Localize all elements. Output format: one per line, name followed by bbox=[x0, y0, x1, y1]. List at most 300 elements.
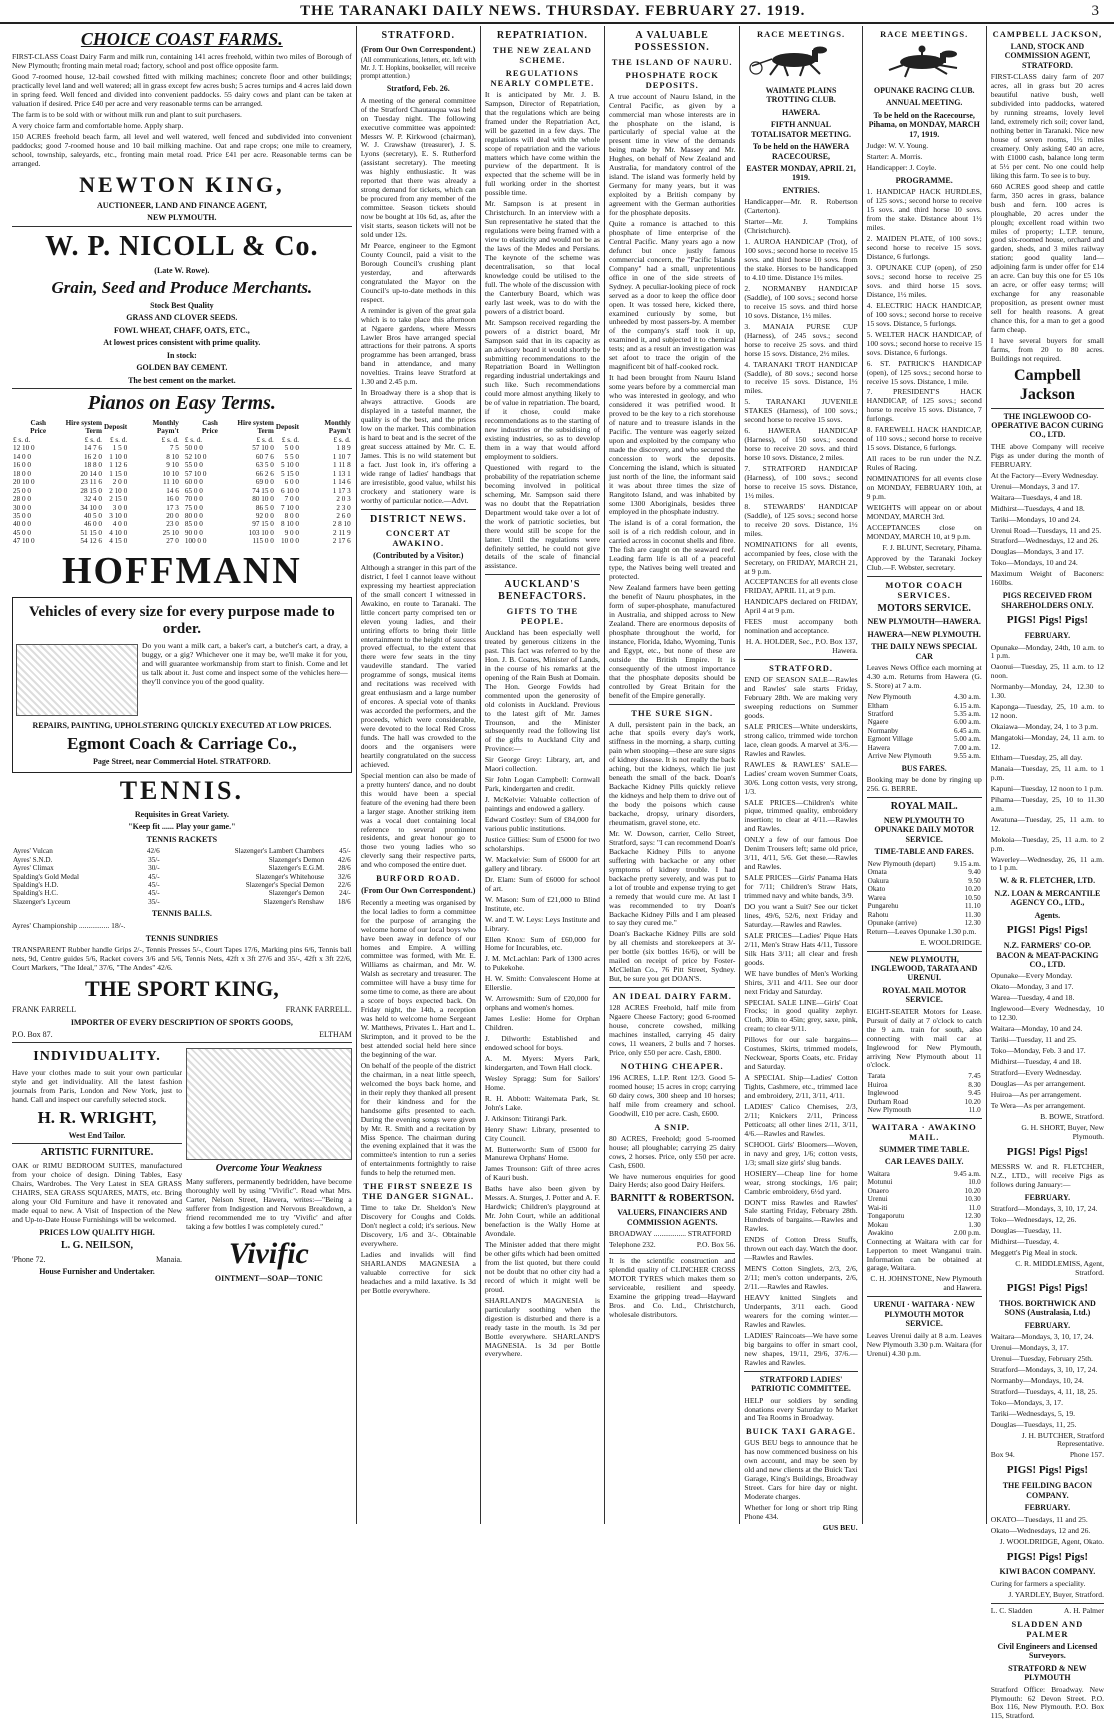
news-paragraph: It had been brought from Nauru Island some years before by a commercial man who was interested in geology, and who considered it was petrified wood. It proved to be the key to a rich storehouse of nature and to treasure islands in the Pacific. The venture was eagerly seized upon and exploited by the company who made the discovery, and who secured the concession to work the deposits. Concerning the island, which is situated just north of the line, the informant said it was about three times the size of Rangitoto Island, and was inhabited by some 1300 Aboriginals, besides three employed in the phosphate industry. bbox=[608, 373, 736, 517]
table-cell: 10.20 bbox=[964, 1097, 981, 1106]
classified-ad: Pillows for our sale bargains—Costumes, Skirts, trimmed models, Neckwear, Sports Coats, etc. Friday and Saturday. bbox=[744, 1035, 858, 1072]
table-cell: 20 10 0 bbox=[13, 478, 35, 487]
table-row bbox=[867, 710, 982, 718]
table-cell: 9.50 bbox=[968, 876, 981, 885]
connecting: Connecting at Waitara with car for Lepperton to meet Wanganui train. Information can be obtained at garage, Waitara. bbox=[866, 1236, 982, 1273]
middlemiss: C. R. MIDDLEMISS, Agent, Stratford. bbox=[1015, 1258, 1104, 1277]
sub-heading: NOTHING CHEAPER. bbox=[620, 1060, 724, 1071]
schedule-item: Huiroa—As per arrangement. bbox=[990, 1089, 1082, 1099]
table-cell: Arrive New Plymouth bbox=[867, 752, 932, 761]
table-cell: 7.00 a.m. bbox=[954, 743, 981, 752]
column-repatriation bbox=[481, 26, 605, 1524]
column-motor-services bbox=[863, 26, 987, 1524]
table-cell: 35/- bbox=[148, 855, 160, 864]
timetable bbox=[867, 860, 982, 928]
buick-signature: GUS BEU. bbox=[822, 1523, 858, 1533]
table-row bbox=[867, 1098, 982, 1106]
table-cell: 28/6 bbox=[337, 864, 351, 873]
table-cell: 10 0 0 bbox=[281, 537, 299, 546]
schedule-item: Opunake—Every Monday. bbox=[990, 971, 1073, 981]
news-paragraph: Ladies and invalids will find SHARLANDS MAGNESIA a valuable corrective for sick headaches and a mild laxative. Is 3d per Bottle everywhere. bbox=[360, 1250, 476, 1295]
race-item: 5. WELTER HACK HANDICAP, of 100 sovs.; second horse to receive 15 sovs. Distance, 6 furlongs. bbox=[866, 329, 982, 357]
royal-mail-heading: ROYAL MAIL. bbox=[890, 801, 958, 813]
hoffmann-heading: HOFFMANN bbox=[61, 549, 302, 592]
piano-col-header: Deposit bbox=[103, 422, 128, 431]
schedule-item: Toko—Wednesdays, 12, 26. bbox=[990, 1214, 1077, 1224]
route: HAWERA—NEW PLYMOUTH. bbox=[867, 629, 981, 639]
mail-heading: ROYAL MAIL MOTOR SERVICE. bbox=[882, 985, 967, 1005]
table-cell: 50 0 0 bbox=[184, 444, 203, 453]
race-item: 1. AUROA HANDICAP (Trot), of 100 sovs.; second horse to receive 15 sovs. and third horse 10 sovs. from the stake. Horses to be handicapped to 4.10 time. Distance 1½ miles. bbox=[744, 237, 858, 282]
table-cell: 24/- bbox=[339, 889, 351, 898]
club-name: OPUNAKE RACING CLUB. bbox=[873, 85, 975, 95]
dateline: Stratford, Feb. 26. bbox=[386, 84, 450, 94]
booking: Booking may be done by ringing up 256. G. BERRE. bbox=[866, 775, 982, 794]
table-cell: 2 0 0 bbox=[112, 478, 128, 487]
news-paragraph: Mr Pearce, engineer to the Egmont County Council, paid a visit to the Borough Council's crushing plant yesterday, and afterwards congratulated the Mayor on the Council's up-to-date methods in this respect. bbox=[360, 240, 476, 304]
table-cell: 1 8 9 bbox=[336, 444, 351, 453]
table-cell: Slazenger's Whitehouse bbox=[255, 872, 325, 881]
coop-heading: THE INGLEWOOD CO-OPERATIVE BACON CURING CO., LTD. bbox=[991, 411, 1104, 440]
neilson-heading: L. G. NEILSON, bbox=[61, 1240, 133, 1252]
table-cell: 85 0 0 bbox=[184, 520, 203, 529]
section-heading: A VALUABLE POSSESSION. bbox=[634, 30, 710, 53]
table-cell: 6.15 a.m. bbox=[954, 701, 981, 710]
schedule-item: Kapuni—Tuesday, 12 noon to 1 p.m. bbox=[990, 783, 1104, 793]
nicoll-late: (Late W. Rowe). bbox=[154, 265, 210, 275]
table-cell: 65 0 0 bbox=[184, 486, 203, 495]
cement-note: The best cement on the market. bbox=[128, 375, 236, 385]
table-cell: Motunui bbox=[867, 1178, 893, 1187]
table-cell: 57 10 0 bbox=[184, 469, 207, 478]
table-row bbox=[184, 512, 352, 520]
table-cell: £ s. d. bbox=[281, 435, 299, 444]
farm-listing: 196 ACRES, L.I.P. Rent 12/3. Good 5-roomed house; 15 acres in crop; carrying 60 dairy cows, 300 sheep and 10 horses; half mile from creamery and school. Goodwill, £10 per acre. Cash, £600. bbox=[608, 1072, 736, 1118]
table-row bbox=[184, 495, 352, 503]
schedule-item: Normanby—Monday, 24, 12.30 to 1.30. bbox=[990, 682, 1104, 701]
table-cell: 25 0 0 bbox=[13, 486, 31, 495]
table-row bbox=[184, 444, 352, 452]
barnitt-address: BROADWAY ................. STRATFORD bbox=[608, 1229, 732, 1239]
race-item: 2. NORMANBY HANDICAP (Saddle), of 100 sovs.; second horse to receive 15 sovs. and third horse 10 sovs. Distance, 1½ miles. bbox=[744, 283, 858, 320]
schedule-item: Opunake—Monday, 24th, 10 a.m. to 1 p.m. bbox=[990, 642, 1104, 661]
table-row bbox=[867, 1081, 982, 1089]
urenui-heading: URENUI · WAITARA · NEW PLYMOUTH MOTOR SERVICE. bbox=[873, 1300, 975, 1329]
table-row bbox=[184, 504, 352, 512]
meeting-date: EASTER MONDAY, APRIL 21, 1919. bbox=[746, 164, 856, 183]
woolridge: J. WOOLDRIDGE, Agent, Okato. bbox=[999, 1536, 1104, 1546]
news-paragraph: It is anticipated by Mr. J. B. Sampson, Director of Repatriation, that the regulations which are being framed under the Repatriation Act, will be gazetted in a few days. The regulations will deal with the whole scope of repatriation and the various matters which have come within the purview of the department. It is expected that the scheme will be in full working order in the shortest possible time. bbox=[484, 89, 600, 198]
piano-col-header: Monthly Paym't bbox=[152, 418, 179, 436]
farm-listing: FIRST-CLASS dairy farm of 207 acres, all in grass but 20 acres beautiful native bush, well subdivided into paddocks, watered by running streams, lovely level land, extremely rich soil; cover land, nothing better in Taranaki. Nice new house of seven rooms, 1½ miles creamery. Only asking £40 an acre, with £1000 cash, balance long term at 5½ per cent. No one could help liking this farm. To see is to buy. bbox=[990, 72, 1104, 180]
table-cell: 5 10 0 bbox=[281, 461, 299, 470]
classified-ad: SCHOOL Girls' Bloomers—Woven, in navy and grey, 1/6; cotton vests, 1/3; small size girls' slug bands. bbox=[744, 1139, 858, 1167]
in-stock: In stock: bbox=[166, 350, 197, 360]
month-heading: FEBRUARY. bbox=[1024, 631, 1071, 641]
classified-ad: A SPECIAL Ship—Ladies' Cotton Tights, Cashmere, etc., trimmed lace and embroidery, 2/11, 3/11, 4/11. bbox=[744, 1073, 858, 1101]
table-row bbox=[12, 889, 352, 897]
pigs-heading: PIGS! Pigs! Pigs! bbox=[1006, 1281, 1089, 1294]
sub-heading: THE NEW ZEALAND SCHEME. bbox=[492, 44, 592, 65]
sport-importer: IMPORTER OF EVERY DESCRIPTION OF SPORTS GOODS, bbox=[70, 1017, 293, 1027]
classified-ad: SALE PRICES—White underskirts, strong calico, trimmed wide torchon lace, clean goods. A marvel at 3/6.—Rawles and Rawles. bbox=[744, 721, 858, 758]
table-cell: New Plymouth bbox=[867, 693, 911, 702]
section-heading: RACE MEETINGS. bbox=[756, 29, 846, 39]
table-cell: 16 0 bbox=[166, 495, 179, 504]
table-cell: 5 5 0 bbox=[284, 452, 299, 461]
coop-paragraph: THE above Company will receive Pigs as under during the month of FEBRUARY. bbox=[990, 441, 1104, 469]
race-list bbox=[867, 188, 982, 453]
schedule-item: Toko—Mondays, 10 and 24. bbox=[990, 558, 1078, 568]
artistic-paragraph: OAK or RIMU BEDROOM SUITES, manufactured from your choice of design. Dining Tables, Easy Chairs, Wardrobes. The Very Latest in SEA GRASS CHAIRS, SEA GRASS SQUARES, MATS, etc. Bring along your Old Furniture and have it renovated and made equal to new. A Visit of Inspection of the New and Up-to-Date House Furnishings will be welcomed. bbox=[12, 1161, 182, 1224]
table-cell: 1 17 3 bbox=[332, 486, 351, 495]
rawles-ads bbox=[744, 676, 857, 1368]
table-cell: 11 10 bbox=[162, 478, 179, 487]
race-item: 4. ELECTRIC HACK HANDICAP, of 100 sovs.; second horse to receive 15 sovs. Distance, 5 furlongs. bbox=[866, 300, 982, 328]
column-nauru bbox=[605, 26, 740, 1524]
table-row bbox=[867, 727, 982, 735]
table-cell: 8 10 bbox=[166, 452, 179, 461]
schedule-item: Stratford—Tuesdays, 4, 11, 18, 25. bbox=[990, 1386, 1098, 1396]
benefactor-item: Wesley Spragg: Sum for Sailors' Home. bbox=[484, 1073, 600, 1092]
table-cell: 17 3 bbox=[166, 503, 179, 512]
piano-col-header: Hire system Term bbox=[65, 418, 102, 436]
neilson-sub: House Furnisher and Undertaker. bbox=[39, 1267, 155, 1277]
schedule-item: Toko—Mondays, 3, 17. bbox=[990, 1397, 1064, 1407]
pianos-heading: Pianos on Easy Terms. bbox=[87, 392, 276, 415]
table-cell: 7 0 0 bbox=[284, 495, 299, 504]
piano-col-header: Hire system Term bbox=[237, 418, 274, 436]
table-cell: 11.0 bbox=[968, 1106, 981, 1115]
table-cell: Urenui bbox=[867, 1195, 888, 1204]
table-row bbox=[867, 877, 982, 885]
table-row bbox=[867, 1204, 982, 1212]
egmont-coach-heading: Egmont Coach & Carriage Co., bbox=[67, 733, 297, 753]
return-note: Return—Leaves Opunake 1.30 p.m. bbox=[866, 926, 977, 936]
table-cell: 25 10 bbox=[162, 528, 179, 537]
schedule-item: Midhirst—Tuesday, 4. bbox=[990, 1236, 1059, 1246]
piano-col-header: Cash Price bbox=[30, 418, 47, 436]
choice-paragraph: The farm is to be sold with or without milk run and plant to suit purchasers. bbox=[12, 109, 242, 119]
table-row bbox=[12, 881, 352, 889]
table-cell: 9.45 bbox=[968, 1089, 981, 1098]
newton-king-sub: AUCTIONEER, LAND AND FINANCE AGENT, bbox=[97, 200, 267, 210]
schedule-item: Douglas—Tuesdays, 11, 25. bbox=[990, 1419, 1077, 1429]
table-row bbox=[184, 453, 352, 461]
benefactor-item: Dr. Elam: Sum of £6000 for school of art. bbox=[484, 874, 600, 893]
table-cell: 35/- bbox=[148, 897, 160, 906]
fowl-wheat: FOWL WHEAT, CHAFF, OATS, ETC., bbox=[113, 325, 250, 335]
waitara-heading: WAITARA · AWAKINO MAIL. bbox=[871, 1121, 977, 1142]
news-paragraph: In Broadway there is a shop that is always attractive. Goods are displayed in a tasteful manner, the quality is of the best, and the prices low on the market. This combination is hard to beat and is the secret of the great success attained by Mr. C. E. James. This is no wild statement but a fact. Just look in, it's offering a wide range of ladies' handbags that are irresistible, good value, whilst his crockery and stationery ware is worthy of particular notice.—Advt. bbox=[360, 388, 476, 505]
table-cell: 69 0 0 bbox=[255, 478, 274, 487]
table-cell: 3 0 0 bbox=[112, 503, 128, 512]
benefactor-item: Sir George Grey: Library, art, and Maori collection. bbox=[484, 755, 600, 774]
piano-col-header: Cash Price bbox=[201, 418, 218, 436]
acceptances: ACCEPTANCES for all events close FRIDAY, APRIL 11, at 9 p.m. bbox=[744, 577, 858, 596]
tennis-slogan: "Keep fit ...... Play your game." bbox=[128, 822, 236, 832]
table-cell: 6 0 0 bbox=[284, 478, 299, 487]
pigs-heading: PIGS! Pigs! Pigs! bbox=[1006, 1145, 1089, 1158]
masthead bbox=[0, 0, 1114, 24]
section-heading: DISTRICT NEWS. bbox=[369, 513, 467, 525]
table-cell: 12 10 0 bbox=[13, 444, 35, 453]
entries-heading: ENTRIES. bbox=[782, 185, 820, 195]
farm-listing: 660 ACRES good sheep and cattle farm, 350 acres in grass, balance bush and fern. 100 acres is ploughable, 20 acres under the plough; excellent road within two miles of property; L.T.P. tenure, good six-roomed house, orchard and garden, sheds, and 3 miles railway station; good quality land—adjoining farm is under offer for £14 an acre. Can buy this one for £5 10s an acre, or offer easy terms; will exchange for any reasonable proposition, as present owner must sell for health reasons. A great chance this, for a man to get a good farm cheap. bbox=[990, 181, 1104, 335]
neilson-phone: 'Phone 72. bbox=[12, 1254, 46, 1264]
table-cell: Huiroa bbox=[867, 1080, 888, 1089]
tennis-heading: TENNIS. bbox=[119, 776, 245, 806]
classified-ad: RAWLES & RAWLES' SALE—Ladies' cream woven Summer Coats, 30/6. Long cotton vests, very strong, 1/3. bbox=[744, 759, 858, 796]
lowest-prices: At lowest prices consistent with prime quality. bbox=[103, 338, 261, 348]
benefactor-item: J. McKelvie: Valuable collection of paintings and endowed a gallery. bbox=[484, 795, 600, 814]
schedule-item: Oaonui—Tuesday, 25, 11 a.m. to 12 noon. bbox=[990, 662, 1104, 681]
table-cell: 2 10 0 bbox=[109, 486, 128, 495]
table-cell: 45/- bbox=[339, 847, 351, 856]
section-heading: AUCKLAND'S BENEFACTORS. bbox=[498, 579, 587, 603]
table-cell: 1 15 0 bbox=[109, 469, 128, 478]
table-cell: 86 5 0 bbox=[255, 503, 274, 512]
table-cell: 16 0 0 bbox=[13, 461, 31, 470]
patriotic-heading: STRATFORD LADIES' PATRIOTIC COMMITTEE. bbox=[751, 1374, 851, 1394]
race-list bbox=[744, 238, 857, 539]
farm-listing: 80 ACRES, Freehold; good 5-roomed house; all ploughable; carrying 25 dairy cows, 2 horses. Price, only £50 per acre. Cash, £600. bbox=[608, 1133, 736, 1170]
schedule-item: Awatuna—Tuesday, 25, 11 a.m. to 12. bbox=[990, 814, 1104, 833]
table-cell: 1 10 7 bbox=[332, 452, 351, 461]
schedule-item: OKATO—Tuesdays, 11 and 25. bbox=[990, 1514, 1088, 1524]
table-row bbox=[12, 504, 180, 512]
overcome-heading: Overcome Your Weakness bbox=[215, 1163, 322, 1175]
table-row bbox=[184, 478, 352, 486]
sport-name-right: FRANK FARRELL. bbox=[285, 1005, 352, 1015]
artistic-heading: ARTISTIC FURNITURE. bbox=[40, 1147, 154, 1159]
classified-ad: LADIES' Raincoats—We have some big bargains to offer in smart cool, new shapes, 19/11, 29/6, 37/6.—Rawles and Rawles. bbox=[744, 1330, 858, 1367]
benefactor-item: Sir John Logan Campbell: Cornwall Park, kindergarten and credit. bbox=[484, 775, 600, 794]
sub-heading: THE ISLAND OF NAURU. bbox=[611, 56, 733, 67]
table-row bbox=[867, 1170, 982, 1178]
sub-heading: THE SURE SIGN. bbox=[631, 707, 714, 718]
timetable bbox=[867, 1072, 982, 1114]
table-row bbox=[867, 868, 982, 876]
summer-heading: SUMMER TIME TABLE. bbox=[879, 1144, 970, 1154]
section-heading: RACE MEETINGS. bbox=[880, 29, 969, 39]
table-cell: Ngaere bbox=[867, 718, 889, 727]
benefactor-item: James Trounson: Gift of three acres of Kauri bush. bbox=[484, 1164, 600, 1183]
race-item: 6. HAWERA HANDICAP (Harness), of 150 sovs.; second horse to receive 20 sovs. and third horse 10 sovs. Distance, 2 miles. bbox=[744, 426, 858, 463]
table-cell: Wai-iti bbox=[867, 1203, 888, 1212]
acceptances: ACCEPTANCES close on MONDAY, MARCH 10, at 9 p.m. bbox=[866, 522, 982, 541]
schedule-item: Okaiawa—Monday, 24, 1 to 3 p.m. bbox=[990, 722, 1099, 732]
cement: GOLDEN BAY CEMENT. bbox=[136, 363, 228, 373]
yardley: J. YARDLEY, Buyer, Stratford. bbox=[1008, 1589, 1104, 1599]
table-row bbox=[867, 1089, 982, 1097]
table-cell: 6 10 0 bbox=[281, 486, 299, 495]
schedule-item: Normanby—Mondays, 10, 24. bbox=[990, 1375, 1084, 1385]
wright-heading: H. R. WRIGHT, bbox=[37, 1107, 157, 1127]
month-heading: FEBRUARY. bbox=[1024, 1503, 1071, 1513]
timetable bbox=[867, 693, 982, 761]
borthwick: THOS. BORTHWICK AND SONS (Australasia, Ltd.) bbox=[998, 1298, 1096, 1318]
table-row bbox=[12, 529, 180, 537]
table-cell: 23 0 bbox=[166, 520, 179, 529]
table-cell: 2 6 0 bbox=[336, 512, 351, 520]
classified-ad: ONLY a few of our famous Doe Denim Trousers left; same old price, 3/11, 4/11, 5/6. Get these.—Rawles and Rawles. bbox=[744, 835, 858, 872]
table-cell: 63 5 0 bbox=[255, 461, 274, 470]
benefactor-item: H. W. Smith: Convalescent Home at Ellerslie. bbox=[484, 974, 600, 993]
schedule-item: Tariki—Wednesdays, 5, 19. bbox=[990, 1408, 1076, 1418]
approved: Approved by the Taranaki Jockey Club.—F. Webster, secretary. bbox=[866, 553, 982, 572]
column-advertisements bbox=[8, 26, 357, 1524]
table-row bbox=[867, 1106, 982, 1114]
egmont-address: Page Street, near Commercial Hotel. STRATFORD. bbox=[93, 756, 271, 766]
table-cell: Opunake (arrive) bbox=[867, 919, 917, 928]
johnstone: C. H. JOHNSTONE, New Plymouth and Hawera. bbox=[870, 1274, 982, 1293]
classified-ad: HEAVY knitted Singlets and Underpants, 3/11 each. Good wearers for the coming winter.—Rawles and Rawles. bbox=[744, 1293, 858, 1329]
schedule-list bbox=[991, 1333, 1104, 1430]
table-cell: Ayres' S.N.D. bbox=[13, 855, 53, 864]
judge: Judge: W. V. Young. bbox=[866, 141, 929, 151]
table-cell: 97 15 0 bbox=[252, 520, 274, 529]
sub-heading: AN IDEAL DAIRY FARM. bbox=[612, 991, 732, 1002]
table-row bbox=[184, 436, 352, 444]
news-paragraph: On behalf of the people of the district the chairman, in a neat little speech, welcomed the boys back home, and in their reply they thanked all present for their kindness and for the handsome gifts presented to each. During the evening songs were given by Mr. R. Smith and a recitation by Miss Spence. The chairman during the evening explained that it was the committee's intention to run a series of entertainments fortnightly to raise funds to help the returned men. bbox=[360, 1060, 476, 1178]
benefactor-item: James Leslie: Home for Orphan Children. bbox=[484, 1014, 600, 1033]
benefactor-item: W. Mackelvie: Sum of £6000 for art gallery and library. bbox=[484, 854, 600, 873]
section-heading: MOTOR COACH SERVICES. bbox=[885, 579, 964, 600]
masthead-title: THE TARANAKI DAILY NEWS. THURSDAY. FEBRUARY 27. 1919. bbox=[300, 2, 806, 19]
news-paragraph: New Zealand farmers have been getting the benefit of Nauru phosphates, in the form of super-phosphate, manufactured in Australia, and shipped across to New Zealand. There are enormous deposits of phosphate throughout the world, for instance, Florida, Idaho, Wyoming, Tunis and Egypt, etc., but none of these are outside the British Empire. It is consequently of the utmost importance that the phosphate deposits should be controlled by Great Britain for the benefit of the Empire generally. bbox=[608, 583, 736, 700]
table-cell: 28 15 0 bbox=[80, 486, 102, 495]
individuality-heading: INDIVIDUALITY. bbox=[33, 1049, 161, 1065]
schedule-item: Waitara—Monday, 10 and 24. bbox=[990, 1024, 1083, 1034]
choice-paragraph: A very choice farm and comfortable home. Apply sharp. bbox=[12, 120, 184, 130]
table-row bbox=[12, 537, 180, 545]
table-cell: Ayres' Vulcan bbox=[13, 847, 53, 856]
table-cell: Pungarehu bbox=[867, 902, 899, 911]
benefactor-item: J. Dilworth: Established and endowed school for boys. bbox=[484, 1034, 600, 1052]
table-cell: 9 0 0 bbox=[284, 528, 299, 537]
butcher: J. H. BUTCHER, Stratford Representative. bbox=[1021, 1430, 1104, 1449]
column-stratford bbox=[357, 26, 481, 1524]
table-row bbox=[867, 693, 982, 701]
table-cell: 1 5 0 bbox=[112, 444, 128, 453]
schedule-item: Urenui—Mondays, 3 and 17. bbox=[990, 481, 1080, 491]
table-cell: 10 10 bbox=[162, 469, 179, 478]
table-cell: 1 11 8 bbox=[332, 461, 351, 470]
table-cell: 9.15 a.m. bbox=[954, 859, 981, 868]
table-row bbox=[12, 898, 352, 906]
schedule-item: Okato—Monday, 3 and 17. bbox=[990, 982, 1074, 992]
table-cell: Spalding's H.C. bbox=[13, 889, 59, 898]
feilding: THE FEILDING BACON COMPANY. bbox=[1002, 1481, 1093, 1500]
table-cell: 5 15 0 bbox=[281, 469, 299, 478]
royal-route: NEW PLYMOUTH TO OPUNAKE DAILY MOTOR SERVICE. bbox=[874, 816, 975, 844]
table-cell: 35 0 0 bbox=[13, 512, 31, 520]
table-cell: 18 0 0 bbox=[13, 469, 31, 478]
table-cell: 80 0 0 bbox=[184, 512, 203, 520]
sub-heading: GIFTS TO THE PEOPLE. bbox=[506, 605, 579, 626]
table-row bbox=[184, 520, 352, 528]
table-row bbox=[184, 470, 352, 478]
news-paragraph: Time to take Dr. Sheldon's New Discovery for Coughs and Colds. Don't neglect a cold; it's serious. New Discovery, 1/6 and 3/-. Obtainable everywhere. bbox=[360, 1203, 476, 1249]
sp-offices: Stratford Office: Broadway. New Plymouth: 62 Devon Street. P.O. Box 116, New Plymouth. P.O. Box 115, Stratford. bbox=[990, 1684, 1104, 1721]
table-cell: New Plymouth bbox=[867, 1106, 911, 1115]
table-cell: 75 0 0 bbox=[184, 503, 203, 512]
table-row bbox=[867, 860, 982, 868]
vivific-sub: OINTMENT—SOAP—TONIC bbox=[214, 1274, 323, 1284]
benefactor-item: J. Atkinson: Titirangi Park. bbox=[484, 1113, 567, 1123]
table-cell: Slazenger's Demon bbox=[268, 889, 325, 898]
news-paragraph: Auckland has been especially well treated by generous citizens in the past. This fact was referred to by the Hon. J. B. Coates, Minister of Lands, in the course of his remarks at the opening of the Rain Bush at Domain. The Hon. George Fowlds had commented upon the generosity of old colonists in Auckland. Previous to the latest gift of Mr. James Trounson, and the Minister subsequently read the following list of the gifts to Auckland City and Province:— bbox=[484, 628, 600, 754]
race-item: 8. FAREWELL HACK HANDICAP, of 110 sovs.; second horse to receive 15 sovs. Distance, 6 furlongs. bbox=[866, 425, 982, 453]
table-row bbox=[867, 902, 982, 910]
table-cell: 20 14 0 bbox=[80, 469, 102, 478]
nominations: NOMINATIONS for all events close on MONDAY, FEBRUARY 10th, at 9 p.m. bbox=[866, 474, 982, 501]
table-cell: Warea bbox=[867, 893, 886, 902]
table-cell: 12.30 bbox=[964, 1212, 981, 1221]
table-cell: 32/6 bbox=[337, 872, 351, 881]
table-cell: Durham Road bbox=[867, 1097, 909, 1106]
schedule-list bbox=[991, 1205, 1104, 1258]
benefactor-item: Henry Shaw: Library, presented to City Council. bbox=[484, 1124, 600, 1143]
table-cell: 30 0 0 bbox=[13, 503, 31, 512]
sladden: L. C. Sladden bbox=[990, 1605, 1033, 1615]
sladden-palmer: SLADDEN AND PALMER bbox=[1011, 1618, 1084, 1639]
inglewood-route: NEW PLYMOUTH, INGLEWOOD, TARATA AND URENUI. bbox=[871, 954, 978, 983]
table-cell: 45/- bbox=[148, 872, 160, 881]
vehicles-paragraph: Do you want a milk cart, a baker's cart, a butcher's cart, a dray, a buggy, or a gig? Whichever one it may be, we'll make it for you, and will guarantee workmanship from start to finish. Come and let us talk about it. Just come and inspect some of the vehicles here—they'll convince you of the good quality. bbox=[142, 641, 348, 686]
table-row bbox=[12, 520, 180, 528]
classified-ad: SPECIAL SALE LINE—Girls' Coat Frocks; in good quality zephyr. Cloth, 30in to 45in; grey, saxe, pink, cream; to clear 9/11. bbox=[744, 997, 858, 1034]
schedule-item: Douglas—As per arrangement. bbox=[990, 1079, 1086, 1088]
kiwi: KIWI BACON COMPANY. bbox=[999, 1567, 1096, 1577]
programme-heading: PROGRAMME. bbox=[895, 176, 953, 186]
table-row bbox=[867, 718, 982, 726]
table-cell: 45 0 0 bbox=[13, 528, 31, 537]
table-cell: 70 0 0 bbox=[184, 495, 203, 504]
meeting-title: ANNUAL MEETING. bbox=[885, 98, 963, 108]
handicapper: Handicapper—Mr. R. Robertson (Carterton). bbox=[744, 197, 858, 216]
trotting-horse-icon bbox=[744, 44, 854, 78]
table-cell: £ s. d. bbox=[256, 435, 274, 444]
columns bbox=[8, 26, 1108, 1721]
table-cell: Slazenger's Renshaw bbox=[263, 897, 325, 906]
short: G. H. SHORT, Buyer, New Plymouth. bbox=[1021, 1122, 1104, 1141]
urenui-paragraph: Leaves Urenui daily at 8 a.m. Leaves New Plymouth 3.30 p.m. Waitara (for Urenui) 4.30 p.m. bbox=[866, 1330, 982, 1358]
table-cell: 27 0 bbox=[166, 537, 179, 546]
byline: (Contributed by a Visitor.) bbox=[373, 551, 464, 561]
balls-heading: TENNIS BALLS. bbox=[151, 909, 212, 919]
table-cell: 2 0 3 bbox=[336, 495, 351, 504]
vivific-advert bbox=[186, 1046, 352, 1286]
table-row bbox=[12, 453, 180, 461]
table-row bbox=[184, 461, 352, 469]
table-cell: 57 10 0 bbox=[252, 444, 274, 453]
farm-listing: I have several buyers for small farms, from 20 to 80 acres. Buildings not required. bbox=[990, 335, 1104, 363]
table-cell: 40 0 0 bbox=[13, 520, 31, 529]
sundries-heading: TENNIS SUNDRIES bbox=[145, 933, 218, 943]
table-cell: New Plymouth (depart) bbox=[867, 859, 936, 868]
table-cell: Ayres' Climax bbox=[13, 864, 54, 873]
bus-fares: BUS FARES. bbox=[901, 763, 947, 773]
table-row bbox=[867, 885, 982, 893]
table-cell: Spalding's H.D. bbox=[13, 880, 59, 889]
table-cell: 1.30 bbox=[968, 1220, 981, 1229]
benefactor-item: W. Arrowsmith: Sum of £20,000 for orphans and women's homes. bbox=[484, 994, 600, 1013]
rules: All races to be run under the N.Z. Rules of Racing. bbox=[866, 454, 982, 473]
choice-paragraph: Good 7-roomed house, 12-bail cowshed fitted with milking machines; concrete floor and other buildings; practically level land and well watered; all in grass except few acres bush; 5 acres turnips and 4 acres laid down in spring feed. Well fenced and divided into convenient paddocks. 55 dairy cows and plant can be taken at valuation if desired. Price £40 per acre and very reasonable terms can be arranged. bbox=[12, 72, 352, 108]
table-cell: 51 15 0 bbox=[80, 528, 102, 537]
